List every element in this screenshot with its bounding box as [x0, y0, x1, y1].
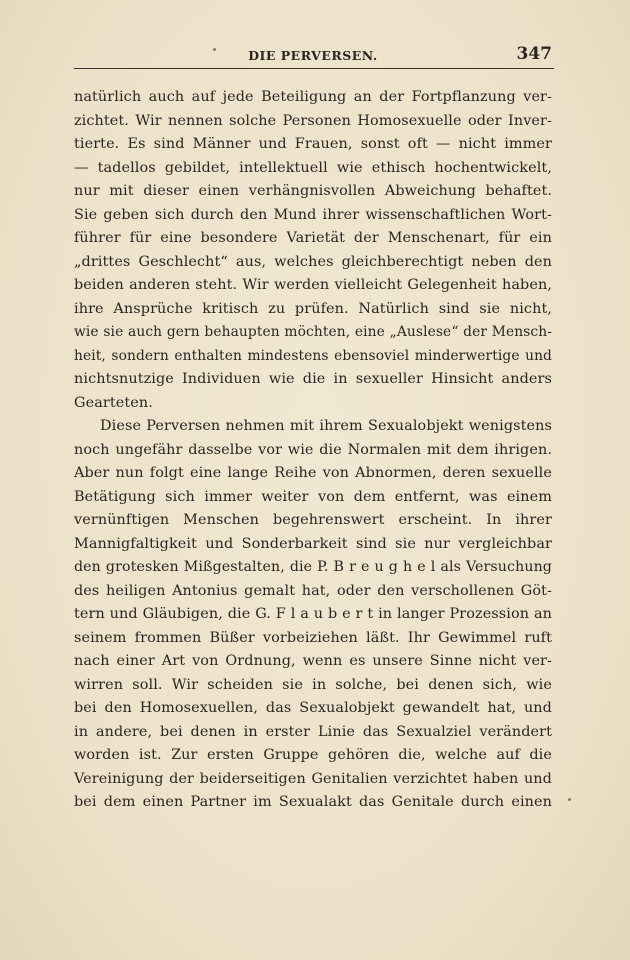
page-header [74, 44, 552, 66]
text-line: natürlich auch auf jede Beteiligung an der Fortpflanzung ver- [74, 89, 552, 105]
text-line: tern und Gläubigen, die G. F l a u b e r t in langer Prozession an [74, 606, 552, 622]
text-line: nur mit dieser einen verhängnisvollen Abweichung behaftet. [74, 183, 552, 199]
text-line: Gearteten. [74, 394, 153, 411]
text-line: Mannigfaltigkeit und Sonderbarkeit sind sie nur vergleichbar [74, 535, 552, 552]
text-line: Aber nun folgt eine lange Reihe von Abnormen, deren sexuelle [74, 465, 552, 481]
text-line: nach einer Art von Ordnung, wenn es unsere Sinne nicht ver- [74, 653, 552, 669]
text-line: führer für eine besondere Varietät der Menschenart, für ein [74, 230, 552, 246]
text-line: Sie geben sich durch den Mund ihrer wissenschaftlichen Wort- [74, 206, 552, 223]
text-line: — tadellos gebildet, intellektuell wie ethisch hochentwickelt, [74, 159, 552, 176]
text-line: nichtsnutzige Individuen wie die in sexueller Hinsicht anders [74, 371, 552, 387]
body-text [74, 86, 552, 815]
text-line: Diese Perversen nehmen mit ihrem Sexualobjekt wenigstens [100, 418, 552, 434]
text-line: heit, sondern enthalten mindestens ebensoviel minderwertige und [74, 347, 552, 364]
text-line: „drittes Geschlecht“ aus, welches gleichberechtigt neben den [74, 253, 552, 270]
header-rule [74, 68, 554, 69]
text-line: wirren soll. Wir scheiden sie in solche, bei denen sich, wie [74, 676, 552, 693]
text-line: ihre Ansprüche kritisch zu prüfen. Natürlich sind sie nicht, [74, 300, 552, 317]
text-line: bei den Homosexuellen, das Sexualobjekt gewandelt hat, und [74, 700, 552, 716]
text-line: Betätigung sich immer weiter von dem entfernt, was einem [74, 488, 552, 505]
text-line: tierte. Es sind Männer und Frauen, sonst oft — nicht immer [74, 136, 552, 152]
text-line: den grotesken Mißgestalten, die P. B r e u g h e l als Versuchung [74, 559, 552, 575]
text-line: bei dem einen Partner im Sexualakt das Genitale durch einen [74, 794, 552, 810]
text-line: vernünftigen Menschen begehrenswert erscheint. In ihrer [74, 512, 552, 528]
text-line: seinem frommen Büßer vorbeiziehen läßt. Ihr Gewimmel ruft [74, 629, 552, 646]
text-line: des heiligen Antonius gemalt hat, oder den verschollenen Göt- [74, 582, 552, 599]
running-title: DIE PERVERSEN. [248, 48, 378, 63]
text-line: noch ungefähr dasselbe vor wie die Normalen mit dem ihrigen. [74, 441, 552, 458]
page-number: 347 [516, 44, 552, 64]
text-line: wie sie auch gern behaupten möchten, eine „Auslese“ der Mensch- [74, 324, 552, 340]
paper-speck [213, 48, 216, 51]
text-line: beiden anderen steht. Wir werden vielleicht Gelegenheit haben, [74, 277, 552, 293]
text-line: zichtet. Wir nennen solche Personen Homosexuelle oder Inver- [74, 112, 552, 129]
text-line: in andere, bei denen in erster Linie das Sexualziel verändert [74, 723, 552, 740]
paper-speck [568, 798, 571, 801]
text-line: Vereinigung der beiderseitigen Genitalien verzichtet haben und [74, 770, 552, 787]
text-line: worden ist. Zur ersten Gruppe gehören die, welche auf die [74, 747, 552, 763]
